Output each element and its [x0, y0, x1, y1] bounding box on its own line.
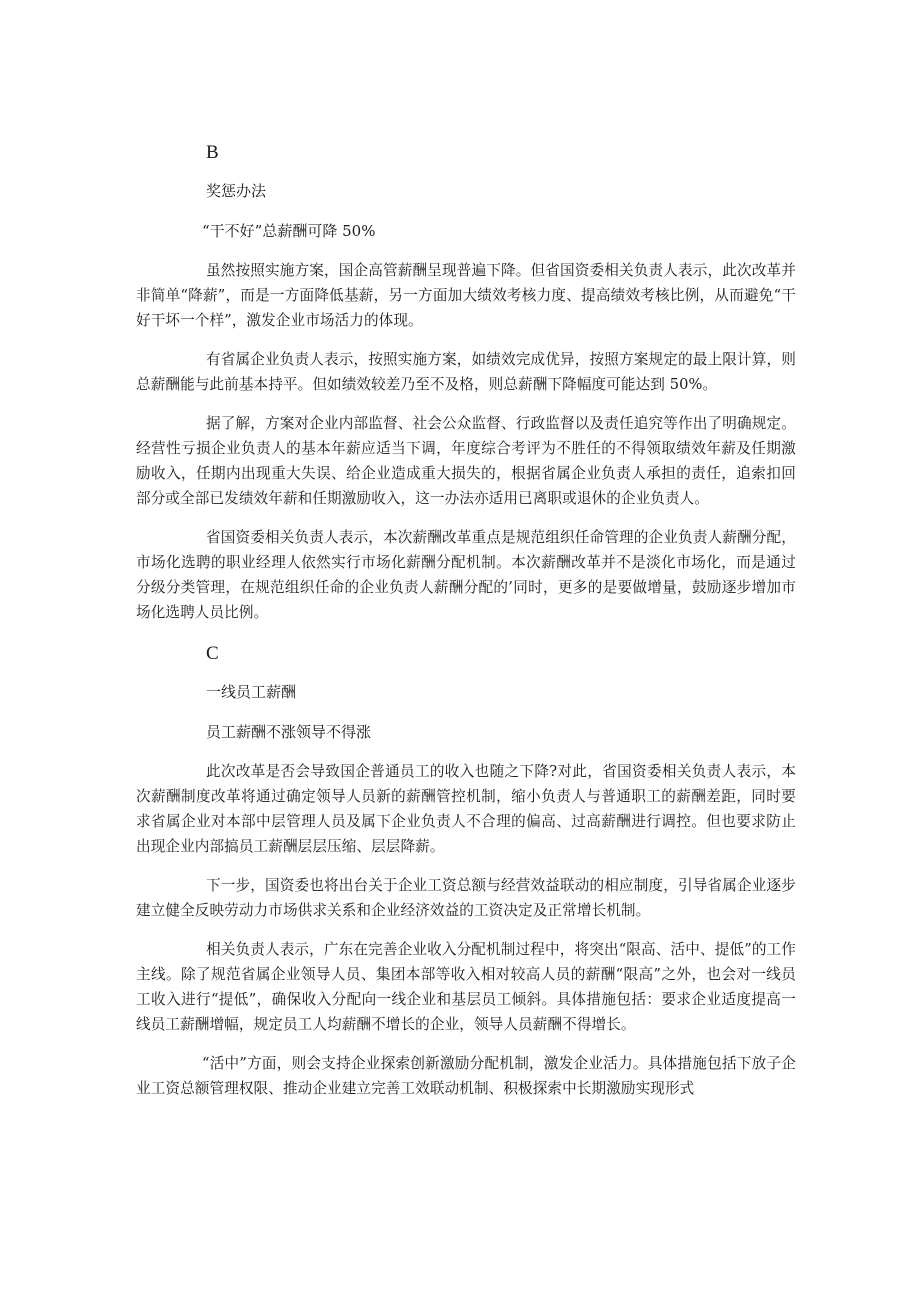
- section-c-paragraph: 下一步，国资委也将出台关于企业工资总额与经营效益联动的相应制度，引导省属企业逐步建立健全反映劳动力市场供求关系和企业经济效益的工资决定及正常增长机制。: [136, 877, 796, 919]
- section-b-subtitle: “干不好”总薪酬可降 50%: [202, 222, 376, 240]
- section-b-paragraph: 据了解，方案对企业内部监督、社会公众监督、行政监督以及责任追究等作出了明确规定。经营性亏损企业负责人的基本年薪应适当下调，年度综合考评为不胜任的不得领取绩效年薪及任期激励收入，任期内出现重大失误、给企业造成重大损失的，根据省属企业负责人承担的责任，追索扣回部分或全部已发绩效年薪和任期激励收入，这一办法亦适用已离职或退休的企业负责人。: [136, 415, 796, 507]
- section-b-paragraph: 省国资委相关负责人表示，本次薪酬改革重点是规范组织任命管理的企业负责人薪酬分配，市场化选聘的职业经理人依然实行市场化薪酬分配机制。本次薪酬改革并不是淡化市场化，而是通过分级分类管理，在规范组织任命的企业负责人薪酬分配的’同时，更多的是要做增量，鼓励逐步增加市场化选聘人员比例。: [136, 529, 796, 621]
- section-b-title: 奖惩办法: [206, 182, 267, 200]
- section-c-letter: C: [206, 643, 219, 664]
- section-c-subtitle: 员工薪酬不涨领导不得涨: [206, 723, 372, 741]
- section-b-paragraph: 有省属企业负责人表示，按照实施方案，如绩效完成优异，按照方案规定的最上限计算，则总薪酬能与此前基本持平。但如绩效较差乃至不及格，则总薪酬下降幅度可能达到 50%。: [136, 351, 796, 393]
- section-c-paragraph: “活中”方面，则会支持企业探索创新激励分配机制，激发企业活力。具体措施包括下放子企业工资总额管理权限、推动企业建立完善工效联动机制、积极探索中长期激励实现形式: [136, 1055, 796, 1097]
- section-b-letter: B: [206, 142, 219, 163]
- section-c-paragraph: 相关负责人表示，广东在完善企业收入分配机制过程中，将突出“限高、活中、提低”的工作主线。除了规范省属企业领导人员、集团本部等收入相对较高人员的薪酬“限高”之外，也会对一线员工收入进行“提低”，确保收入分配向一线企业和基层员工倾斜。具体措施包括：要求企业适度提高一线员工薪酬增幅，规定员工人均薪酬不增长的企业，领导人员薪酬不得增长。: [136, 941, 796, 1033]
- section-b-paragraph: 虽然按照实施方案，国企高管薪酬呈现普遍下降。但省国资委相关负责人表示，此次改革并非简单“降薪”，而是一方面降低基薪，另一方面加大绩效考核力度、提高绩效考核比例，从而避免“干好干坏一个样”，激发企业市场活力的体现。: [136, 262, 796, 329]
- section-c-title: 一线员工薪酬: [206, 683, 297, 701]
- document-body: [136, 138, 796, 1115]
- section-c-paragraph: 此次改革是否会导致国企普通员工的收入也随之下降?对此，省国资委相关负责人表示，本次薪酬制度改革将通过确定领导人员新的薪酬管控机制，缩小负责人与普通职工的薪酬差距，同时要求省属企业对本部中层管理人员及属下企业负责人不合理的偏高、过高薪酬进行调控。但也要求防止出现企业内部搞员工薪酬层层压缩、层层降薪。: [136, 763, 796, 855]
